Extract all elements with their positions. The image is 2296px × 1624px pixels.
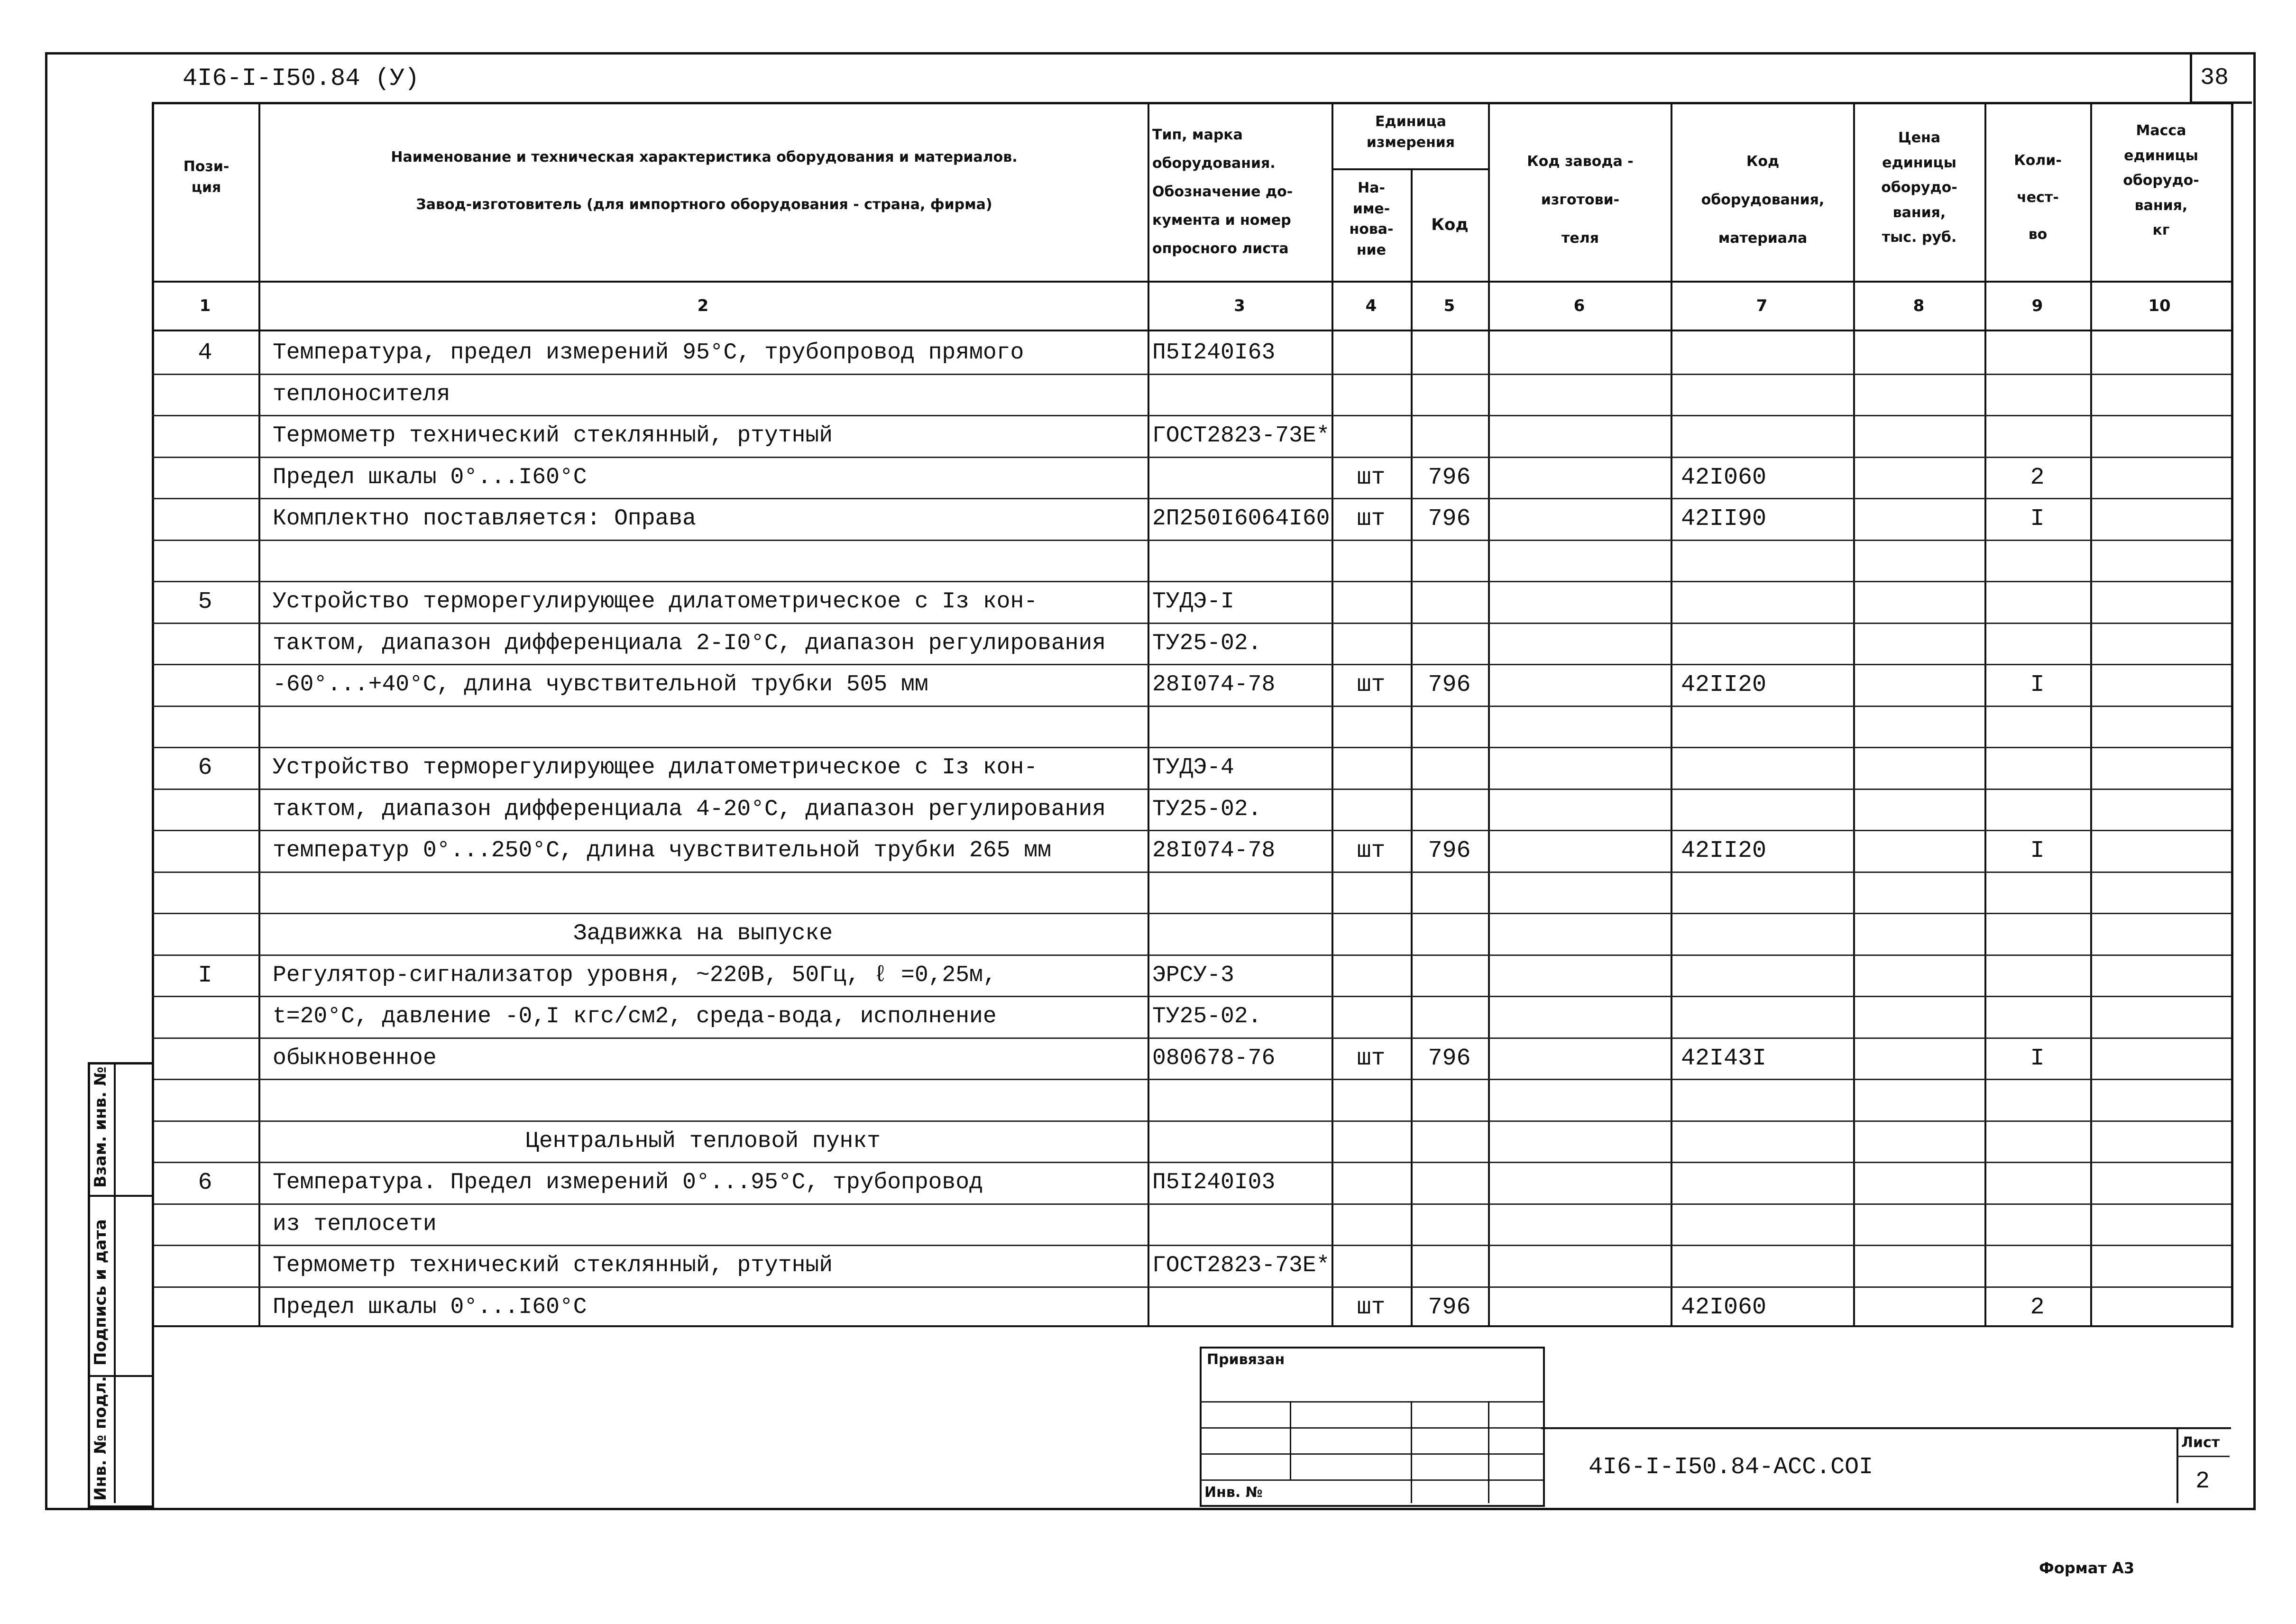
cell-name: Комплектно поставляется: Оправа	[273, 506, 696, 532]
cell-name: теплоносителя	[273, 381, 450, 407]
header-name-line2: Завод-изготовитель (для импортного оборудования - страна, фирма)	[416, 196, 992, 213]
cell-pos: 6	[198, 1169, 212, 1196]
stamp-privyazan-label: Привязан	[1207, 1351, 1285, 1368]
cell-code: 796	[1428, 1294, 1471, 1321]
col-line	[1984, 102, 1986, 1325]
stamp-line	[1200, 1479, 1543, 1481]
cell-unit: шт	[1357, 1294, 1386, 1321]
label-inv-vzam: Взам. инв. №	[91, 1066, 110, 1188]
row-separator	[152, 996, 2231, 997]
cell-unit: шт	[1357, 505, 1386, 532]
cell-name: из теплосети	[273, 1211, 437, 1237]
header-unit: Единица измерения	[1366, 113, 1455, 151]
cell-name: Температура. Предел измерений 0°...95°С, трубопровод	[273, 1170, 983, 1195]
cell-name: Центральный тепловой пункт	[525, 1128, 881, 1154]
cell-type: ТУДЭ-4	[1152, 755, 1234, 780]
row-separator	[152, 747, 2231, 748]
cell-qty: I	[2030, 505, 2045, 532]
row-separator	[152, 913, 2231, 914]
label-inv-podl: Инв. № подл.	[91, 1376, 110, 1501]
cell-type: 28I074-78	[1152, 672, 1276, 697]
row-separator	[152, 498, 2231, 499]
stamp-vline	[1290, 1401, 1291, 1479]
col-line	[1148, 102, 1149, 1325]
row-separator	[152, 1079, 2231, 1080]
col-line	[2090, 102, 2092, 1325]
header-mass: Масса единицы оборудо- вания, кг	[2123, 122, 2199, 239]
row-separator	[152, 706, 2231, 707]
cell-code: 796	[1428, 671, 1471, 698]
cell-name: t=20°С, давление -0,I кгс/см2, среда-вода, исполнение	[273, 1004, 997, 1029]
cell-eq: 42I43I	[1681, 1045, 1767, 1072]
stamp-list-number: 2	[2195, 1468, 2210, 1495]
row-separator	[152, 457, 2231, 458]
col-line	[1332, 102, 1333, 1325]
cell-qty: 2	[2030, 464, 2045, 491]
cell-pos: I	[198, 962, 212, 989]
cell-code: 796	[1428, 1045, 1471, 1072]
row-separator	[152, 1286, 2231, 1288]
stamp-privyazan-box	[1200, 1347, 1545, 1507]
header-price: Цена единицы оборудо- вания, тыс. руб.	[1881, 129, 1957, 246]
colnum-2: 2	[697, 296, 709, 315]
cell-type: П5I240I63	[1152, 340, 1276, 366]
row-separator	[152, 1162, 2231, 1163]
header-quantity: Коли- чест- во	[2014, 152, 2062, 243]
cell-code: 796	[1428, 837, 1471, 864]
header-unit-code: Код	[1431, 215, 1469, 234]
colnum-7: 7	[1756, 296, 1768, 315]
format-label: Формат А3	[2039, 1559, 2135, 1577]
side-strip-inner-line	[114, 1062, 116, 1503]
row-separator	[152, 374, 2231, 375]
header-factory-code: Код завода - изготови- теля	[1527, 153, 1634, 247]
row-separator	[152, 1245, 2231, 1246]
stamp-line	[1200, 1453, 1543, 1455]
header-position: Пози- ция	[183, 158, 230, 196]
cell-type: ТУДЭ-I	[1152, 589, 1234, 615]
colnum-5: 5	[1443, 296, 1455, 315]
row-separator	[152, 664, 2231, 665]
cell-name: температур 0°...250°С, длина чувствительной трубки 265 мм	[273, 838, 1051, 863]
cell-pos: 5	[198, 588, 212, 615]
cell-eq: 42II90	[1681, 505, 1767, 532]
stamp-inv-label: Инв. №	[1204, 1484, 1263, 1501]
cell-name: тактом, диапазон дифференциала 4-20°С, диапазон регулирования	[273, 796, 1106, 822]
side-strip-divider	[88, 1195, 152, 1197]
stamp-document-code: 4I6-I-I50.84-АСС.СОI	[1589, 1454, 1874, 1481]
cell-name: Термометр технический стеклянный, ртутный	[273, 423, 833, 449]
cell-type: ГОСТ2823-73Е*	[1152, 1253, 1330, 1278]
cell-type: ТУ25-02.	[1152, 796, 1262, 822]
cell-type: ТУ25-02.	[1152, 630, 1262, 656]
col-line	[1853, 102, 1855, 1325]
cell-unit: шт	[1357, 1045, 1386, 1072]
header-unit-name: На- име- нова- ние	[1349, 180, 1394, 258]
stamp-line	[1200, 1427, 1543, 1429]
cell-name: Предел шкалы 0°...I60°С	[273, 464, 587, 490]
colnum-bottom-line	[152, 330, 2231, 331]
cell-name: Температура, предел измерений 95°С, трубопровод прямого	[273, 340, 1024, 366]
cell-type: 2П250I6064I60	[1152, 506, 1330, 532]
cell-code: 796	[1428, 464, 1471, 491]
colnum-4: 4	[1365, 296, 1377, 315]
cell-unit: шт	[1357, 837, 1386, 864]
cell-name: Устройство терморегулирующее дилатометрическое с Iз кон-	[273, 755, 1038, 780]
cell-qty: I	[2030, 837, 2045, 864]
header-name-line1: Наименование и техническая характеристика оборудования и материалов.	[391, 149, 1018, 165]
cell-name: Задвижка на выпуске	[573, 921, 833, 946]
colnum-1: 1	[199, 296, 211, 315]
colnum-10: 10	[2148, 296, 2171, 315]
cell-eq: 42II20	[1681, 671, 1767, 698]
row-separator	[152, 830, 2231, 831]
label-podpis-data: Подпись и дата	[91, 1219, 110, 1366]
col-line	[1488, 102, 1490, 1325]
colnum-6: 6	[1573, 296, 1585, 315]
row-separator	[152, 540, 2231, 541]
stamp-list-line	[2177, 1456, 2230, 1457]
colnum-3: 3	[1234, 296, 1245, 315]
cell-name: Предел шкалы 0°...I60°С	[273, 1294, 587, 1320]
row-separator	[152, 954, 2231, 956]
table-bottom-line	[152, 1325, 2231, 1327]
cell-name: обыкновенное	[273, 1045, 437, 1071]
cell-code: 796	[1428, 505, 1471, 532]
row-separator	[152, 872, 2231, 873]
cell-qty: I	[2030, 1045, 2045, 1072]
cell-unit: шт	[1357, 464, 1386, 491]
header-equipment-code: Код оборудования, материала	[1701, 153, 1825, 247]
cell-type: ЭРСУ-3	[1152, 962, 1234, 988]
header-type: Тип, марка оборудования. Обозначение до- кумента и номер опросного листа	[1152, 127, 1293, 257]
cell-name: Регулятор-сигнализатор уровня, ~220В, 50Гц, ℓ =0,25м,	[273, 962, 997, 988]
cell-pos: 6	[198, 754, 212, 781]
row-separator	[152, 581, 2231, 582]
colnum-9: 9	[2031, 296, 2043, 315]
cell-qty: I	[2030, 671, 2045, 698]
stamp-vline	[1488, 1401, 1489, 1503]
cell-type: ГОСТ2823-73Е*	[1152, 423, 1330, 449]
cell-name: тактом, диапазон дифференциала 2-I0°С, диапазон регулирования	[273, 630, 1106, 656]
colnum-8: 8	[1913, 296, 1925, 315]
cell-eq: 42I060	[1681, 464, 1767, 491]
row-separator	[152, 415, 2231, 416]
row-separator	[152, 1203, 2231, 1205]
cell-type: ТУ25-02.	[1152, 1004, 1262, 1029]
cell-name: Устройство терморегулирующее дилатометрическое с Iз кон-	[273, 589, 1038, 615]
document-code-top: 4I6-I-I50.84 (У)	[183, 64, 420, 92]
stamp-line	[1200, 1401, 1543, 1403]
cell-qty: 2	[2030, 1294, 2045, 1321]
header-bottom-line	[152, 281, 2231, 283]
unit-divider-line	[1332, 168, 1488, 170]
cell-eq: 42II20	[1681, 837, 1767, 864]
stamp-code-top-line	[1541, 1427, 2231, 1429]
cell-type: 080678-76	[1152, 1045, 1276, 1071]
row-separator	[152, 1037, 2231, 1039]
stamp-list-label: Лист	[2181, 1434, 2220, 1451]
cell-pos: 4	[198, 339, 212, 367]
cell-type: П5I240I03	[1152, 1170, 1276, 1195]
cell-name: Термометр технический стеклянный, ртутный	[273, 1253, 833, 1278]
cell-name: -60°...+40°С, длина чувствительной трубки 505 мм	[273, 672, 928, 697]
cell-unit: шт	[1357, 671, 1386, 698]
stamp-vline	[1411, 1401, 1412, 1503]
page-number: 38	[2200, 64, 2229, 92]
row-separator	[152, 1120, 2231, 1122]
col-line	[1671, 102, 1672, 1325]
row-separator	[152, 623, 2231, 624]
cell-type: 28I074-78	[1152, 838, 1276, 863]
row-separator	[152, 789, 2231, 790]
cell-eq: 42I060	[1681, 1294, 1767, 1321]
